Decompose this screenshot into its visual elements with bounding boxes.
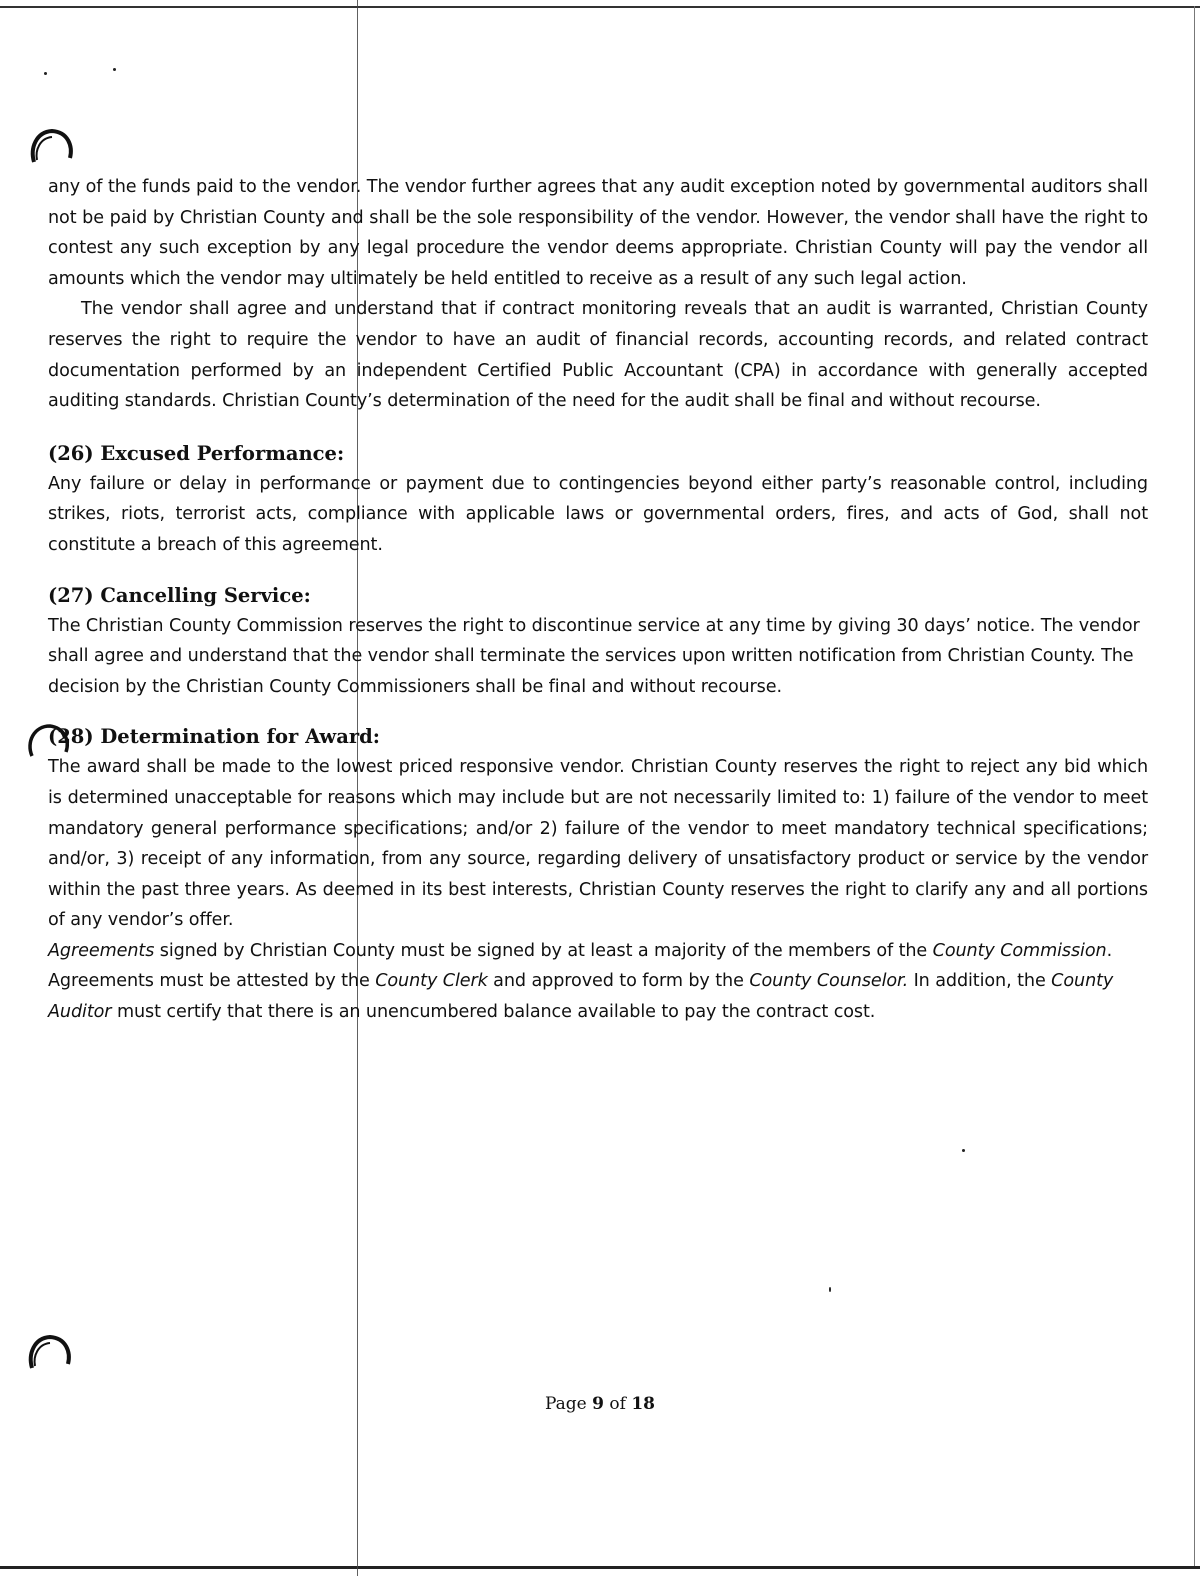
section-28-text: The award shall be made to the lowest priced responsive vendor. Christian County reserves the right to reject any bid which is determined unacceptable for reasons which may include but are not necessarily limited to: 1) failure of the vendor to meet mandatory general performance specifications; and/or 2) failure of the vendor to meet mandatory technical specifications; and/or, 3) receipt of any information, from any source, regarding delivery of unsatisfactory product or service by the vendor within the past three years. As deemed in its best interests, Christian County reserves the right to clarify any and all portions of any vendor’s offer. bbox=[48, 757, 1148, 931]
section-27-text: The Christian County Commission reserves the right to discontinue service at any time by giving 30 days’ notice. The vendor shall agree and understand that the vendor shall terminate the services upon written notification from Christian County. The decision by the Christian County Commissioners shall be final and without recourse. bbox=[48, 615, 1140, 697]
section-27-heading: (27) Cancelling Service: bbox=[48, 583, 311, 607]
scan-bottom-border bbox=[0, 1566, 1200, 1569]
scan-speck bbox=[829, 1287, 831, 1292]
section-28-heading: (28) Determination for Award: bbox=[48, 725, 380, 749]
audit-paragraph: any of the funds paid to the vendor. The vendor further agrees that any audit exception noted by governmental auditors shall not be paid by Christian County and shall be the sole responsibility of the vendor. However, the vendor shall have the right to contest any such exception by any legal procedure the vendor deems appropriate. Christian County will pay the vendor all amounts which the vendor may ultimately be held entitled to receive as a result of any such legal action. bbox=[48, 177, 1148, 289]
scan-right-border bbox=[1194, 6, 1195, 1566]
scan-speck bbox=[44, 72, 47, 75]
punch-hole-mark-bottom bbox=[26, 1332, 74, 1374]
document-body bbox=[48, 172, 1148, 1028]
section-28-agreements-paragraph: Agreements signed by Christian County must be signed by at least a majority of the members of the County Commission. Agreements must be attested by the County Clerk and approved to form by the County Counselor. In addition, the County Auditor must certify that there is an unencumbered balance available to pay the contract cost. bbox=[48, 940, 1114, 1023]
scan-top-border bbox=[0, 6, 1200, 8]
section-26-heading: (26) Excused Performance: bbox=[48, 441, 345, 465]
scan-speck bbox=[962, 1149, 965, 1152]
punch-hole-mark-top bbox=[28, 126, 76, 168]
page-number-footer: Page 9 of 18 bbox=[544, 1394, 656, 1414]
section-26-text: Any failure or delay in performance or payment due to contingencies beyond either party’s reasonable control, including strikes, riots, terrorist acts, compliance with applicable laws or governmental orders, fires, and acts of God, shall not constitute a breach of this agreement. bbox=[48, 473, 1148, 555]
audit-cpa-paragraph: The vendor shall agree and understand that if contract monitoring reveals that an audit is warranted, Christian County reserves the right to require the vendor to have an audit of financial records, accounting records, and related contract documentation performed by an independent Certified Public Accountant (CPA) in accordance with generally accepted auditing standards. Christian County’s determination of the need for the audit shall be final and without recourse. bbox=[48, 299, 1148, 412]
scan-speck bbox=[113, 68, 116, 71]
